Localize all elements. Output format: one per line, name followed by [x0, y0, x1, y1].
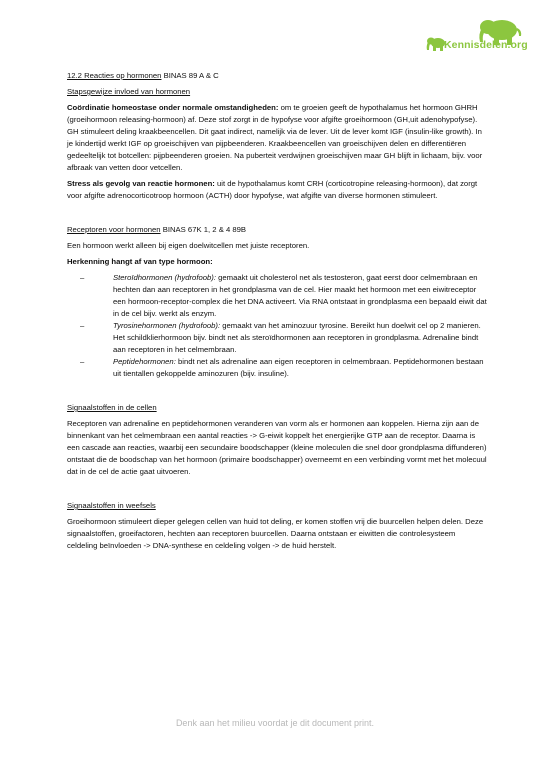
document-body: [67, 70, 487, 556]
paragraph-lead: Herkenning hangt af van type hormoon:: [67, 257, 213, 266]
paragraph-text: Receptoren van adrenaline en peptidehormonen veranderen van vorm als er hormonen aan koppelen. Hierna zijn aan de binnenkant van het celmembraan een aantal reacties -> G-eiwit koppelt het energierijke GTP aan de receptor. Daarna is een cascade aan reacties, waarbij een secundaire boodschapper (kleine moleculen die snel door grondplasma diffunderen) ontstaat die de boodschap van het hormoon (primaire boodschapper) overneemt en een verbinding vormt met het molecuul dat in de cel de actie gaat uitvoeren.: [67, 419, 487, 476]
footer-notice: Denk aan het milieu voordat je dit document print.: [175, 718, 375, 728]
section-ref: BINAS 67K 1, 2 & 4 89B: [160, 225, 247, 234]
list-text: gemaakt van het aminozuur tyrosine. Bereikt hun doelwit cel op 2 manieren. Het schildklierhormoon bijv. bindt net als steroïdhormonen aan receptoren in grondplasma. Adrenaline bindt aan receptoren in het celmembraan.: [113, 321, 481, 354]
paragraph-homeostase: [67, 102, 487, 174]
paragraph-lead: Stress als gevolg van reactie hormonen:: [67, 179, 215, 188]
list-item: [80, 356, 487, 380]
paragraph-doelwitcellen: [67, 240, 487, 252]
list-item: [80, 320, 487, 356]
section-heading-receptoren: [67, 224, 487, 236]
section-heading-signaal-weefsels: [67, 500, 487, 512]
section-heading-signaal-cellen: [67, 402, 487, 414]
section-ref: BINAS 89 A & C: [161, 71, 219, 80]
paragraph-lead: Coördinatie homeostase onder normale omstandigheden:: [67, 103, 279, 112]
paragraph-text: Een hormoon werkt alleen bij eigen doelwitcellen met juiste receptoren.: [67, 241, 310, 250]
list-term: Steroïdhormonen (hydrofoob):: [113, 273, 216, 282]
hormone-type-list: [67, 272, 487, 380]
paragraph-stress: [67, 178, 487, 202]
list-text: gemaakt uit cholesterol net als testosteron, gaat eerst door celmembraan en hechten dan aan receptoren in het grondplasma van de cel. Hier maakt het hormoon met een eiwitreceptor een hormoon-receptor-complex die het DNA activeert. Via RNA ontstaat in grondplasma een bepaald eiwit dat in de cel bijv. werkt als enzym.: [113, 273, 487, 318]
list-dash: –: [80, 357, 85, 366]
section-heading-reacties: [67, 70, 487, 82]
elephant-logo-icon: [418, 16, 536, 58]
section-title: Receptoren voor hormonen: [67, 225, 161, 234]
section-title: 12.2 Reacties op hormonen: [67, 71, 162, 80]
paragraph-text: om te groeien geeft de hypothalamus het hormoon GHRH (groeihormoon releasing-hormoon) af. Deze stof zorgt in de hypofyse voor afgifte groeihormoon (GH,uit adenohypofyse). GH stimuleert deling kraakbeencellen. Dit gaat indirect, namelijk via de lever. Uit de lever komt IGF (insulin-like growth). In je kindertijd werkt IGF op groeischijven van pijpbeenderen. Kraakbeencellen van groeischijven delen en differentiëren gedeeltelijk tot botcellen: pijpbeenderen groeien. Na puberteit verdwijnen groeischijven maar GH blijft in lichaam, bijv. voor afbraak van vetten door vetcellen.: [67, 103, 483, 172]
section-title: Signaalstoffen in de cellen: [67, 403, 157, 412]
list-term: Tyrosinehormonen (hydrofoob):: [113, 321, 221, 330]
section-title: Signaalstoffen in weefsels: [67, 501, 156, 510]
list-dash: –: [80, 273, 85, 282]
list-text: bindt net als adrenaline aan eigen receptoren in celmembraan. Peptidehormonen bestaan uit tientallen gekoppelde aminozuren (bijv. insuline).: [113, 357, 484, 378]
paragraph-text: Groeihormoon stimuleert dieper gelegen cellen van huid tot deling, er komen stoffen vrij die buurcellen helpen delen. Deze signaalstoffen, groeifactoren, hechten aan receptoren buurcellen. Daarna ontstaan er eiwitten die controlesysteem celdeling beïnvloeden -> DNA-synthese en celdeling volgen -> de huid herstelt.: [67, 517, 484, 550]
logo-text: Kennisdelen.org: [444, 39, 528, 51]
subheading-stapsgewijze: [67, 86, 487, 98]
list-term: Peptidehormonen:: [113, 357, 176, 366]
list-dash: –: [80, 321, 85, 330]
subheading-title: Stapsgewijze invloed van hormonen: [67, 87, 191, 96]
paragraph-text: uit de hypothalamus komt CRH (corticotropine releasing-hormoon), dat zorgt voor afgifte adrenocorticotroop hormoon (ACTH) door hypofyse, wat afgifte van diverse hormonen stimuleert.: [67, 179, 478, 200]
paragraph-signaal-weefsels: [67, 516, 487, 552]
list-item: [80, 272, 487, 320]
kennisdelen-logo: [418, 16, 536, 58]
paragraph-herkenning: [67, 256, 487, 268]
paragraph-signaal-cellen: [67, 418, 487, 478]
